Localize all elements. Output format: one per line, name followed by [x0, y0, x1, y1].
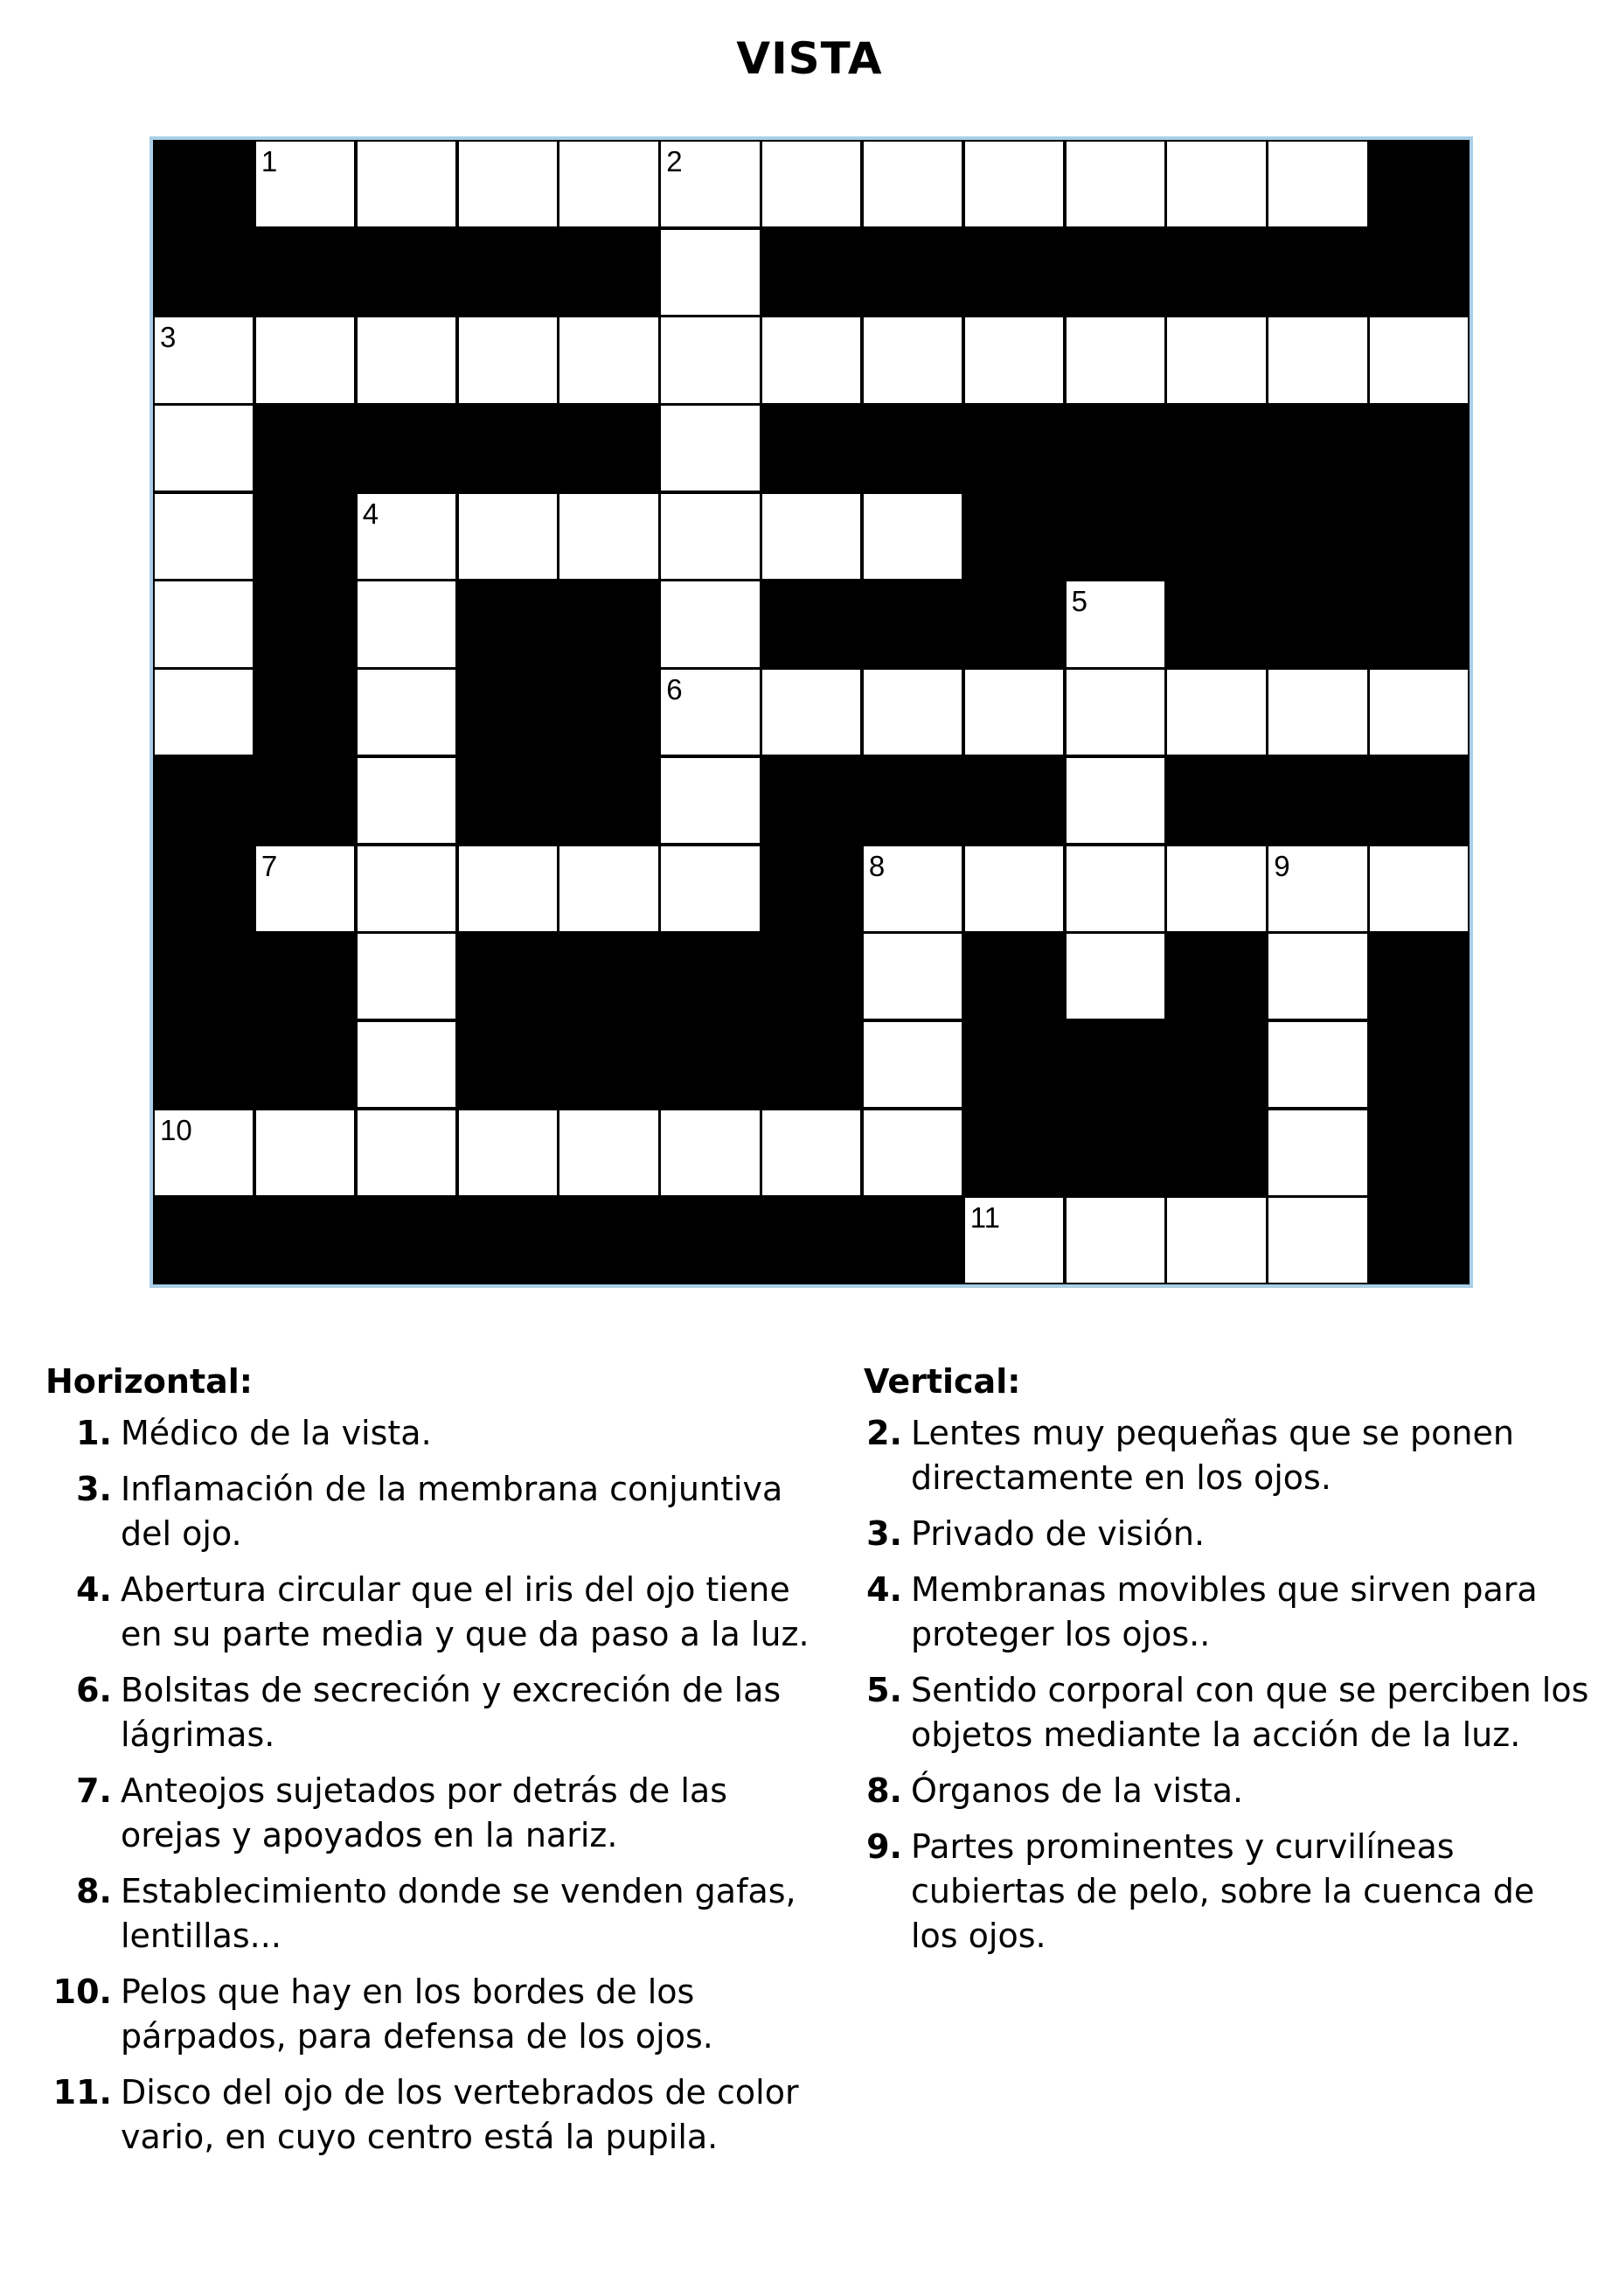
clue-text: Pelos que hay en los bordes de los párpados, para defensa de los ojos. [121, 1972, 713, 2056]
clue-text: Partes prominentes y curvilíneas cubiertas de pelo, sobre la cuenca de los ojos. [911, 1827, 1535, 1955]
grid-cell-r12-c10[interactable] [1165, 1196, 1267, 1284]
grid-cell-r8-c11[interactable] [1267, 845, 1368, 933]
grid-cell-r6-c8[interactable] [963, 668, 1065, 756]
blocked-cell [1165, 404, 1267, 492]
blocked-cell [761, 1196, 862, 1284]
blocked-cell [153, 756, 254, 845]
blocked-cell [457, 580, 559, 668]
blocked-cell [1368, 932, 1470, 1020]
blocked-cell [1065, 228, 1166, 317]
blocked-cell [457, 228, 559, 317]
cell-number: 8 [868, 849, 886, 882]
cell-number: 7 [261, 849, 278, 882]
grid-cell-r0-c9[interactable] [1065, 140, 1166, 228]
grid-cell-r5-c5[interactable] [659, 580, 761, 668]
clue-text: Bolsitas de secreción y excreción de las lágrimas. [121, 1671, 782, 1754]
blocked-cell [761, 404, 862, 492]
blocked-cell [963, 404, 1065, 492]
blocked-cell [963, 580, 1065, 668]
vertical-clue-9 [864, 1825, 1589, 1959]
blocked-cell [254, 580, 356, 668]
grid-cell-r6-c6[interactable] [761, 668, 862, 756]
clue-number: 5. [866, 1671, 902, 1709]
blocked-cell [558, 668, 659, 756]
horizontal-clue-8 [45, 1869, 832, 1959]
grid-cell-r4-c2[interactable] [356, 492, 457, 581]
grid-cell-r0-c10[interactable] [1165, 140, 1267, 228]
grid-cell-r0-c11[interactable] [1267, 140, 1368, 228]
blocked-cell [153, 228, 254, 317]
grid-cell-r2-c0[interactable] [153, 316, 254, 404]
blocked-cell [963, 1020, 1065, 1109]
grid-cell-r4-c6[interactable] [761, 492, 862, 581]
blocked-cell [761, 1020, 862, 1109]
blocked-cell [761, 845, 862, 933]
blocked-cell [153, 845, 254, 933]
clue-number: 3. [76, 1470, 112, 1508]
grid-cell-r8-c8[interactable] [963, 845, 1065, 933]
grid-cell-r0-c7[interactable] [862, 140, 963, 228]
blocked-cell [558, 228, 659, 317]
grid-cell-r2-c4[interactable] [558, 316, 659, 404]
blocked-cell [862, 1196, 963, 1284]
horizontal-clue-1 [45, 1411, 832, 1456]
blocked-cell [457, 1196, 559, 1284]
cell-number: 9 [1274, 849, 1290, 882]
blocked-cell [862, 404, 963, 492]
blocked-cell [1368, 1109, 1470, 1197]
grid-cell-r0-c5[interactable] [659, 140, 761, 228]
clue-number: 3. [866, 1514, 902, 1553]
clue-number: 6. [76, 1671, 112, 1709]
blocked-cell [659, 1196, 761, 1284]
grid-cell-r0-c3[interactable] [457, 140, 559, 228]
blocked-cell [1065, 492, 1166, 581]
grid-cell-r6-c12[interactable] [1368, 668, 1470, 756]
blocked-cell [1368, 1020, 1470, 1109]
grid-cell-r11-c3[interactable] [457, 1109, 559, 1197]
blocked-cell [1065, 1020, 1166, 1109]
blocked-cell [356, 404, 457, 492]
blocked-cell [963, 756, 1065, 845]
blocked-cell [1165, 492, 1267, 581]
grid-cell-r11-c4[interactable] [558, 1109, 659, 1197]
grid-cell-r9-c2[interactable] [356, 932, 457, 1020]
vertical-clues-panel [864, 1360, 1589, 1970]
grid-cell-r6-c11[interactable] [1267, 668, 1368, 756]
grid-cell-r2-c9[interactable] [1065, 316, 1166, 404]
blocked-cell [1165, 1109, 1267, 1197]
blocked-cell [254, 1020, 356, 1109]
cell-number: 4 [362, 497, 379, 530]
blocked-cell [356, 1196, 457, 1284]
blocked-cell [558, 404, 659, 492]
blocked-cell [1267, 580, 1368, 668]
grid-cell-r10-c2[interactable] [356, 1020, 457, 1109]
clue-number: 8. [76, 1872, 112, 1910]
grid-cell-r2-c2[interactable] [356, 316, 457, 404]
blocked-cell [1165, 932, 1267, 1020]
grid-cell-r2-c5[interactable] [659, 316, 761, 404]
grid-cell-r8-c1[interactable] [254, 845, 356, 933]
blocked-cell [1165, 580, 1267, 668]
blocked-cell [1165, 228, 1267, 317]
grid-cell-r7-c9[interactable] [1065, 756, 1166, 845]
grid-cell-r8-c7[interactable] [862, 845, 963, 933]
blocked-cell [153, 1020, 254, 1109]
grid-cell-r8-c9[interactable] [1065, 845, 1166, 933]
clue-number: 7. [76, 1771, 112, 1810]
clue-number: 9. [866, 1827, 902, 1866]
blocked-cell [254, 932, 356, 1020]
blocked-cell [254, 404, 356, 492]
blocked-cell [254, 228, 356, 317]
blocked-cell [356, 228, 457, 317]
clue-text: Establecimiento donde se venden gafas, lentillas... [121, 1872, 796, 1955]
cell-number: 2 [666, 145, 683, 177]
grid-cell-r0-c6[interactable] [761, 140, 862, 228]
blocked-cell [1368, 756, 1470, 845]
blocked-cell [1165, 756, 1267, 845]
blocked-cell [457, 932, 559, 1020]
blocked-cell [1368, 228, 1470, 317]
horizontal-clue-4 [45, 1568, 832, 1657]
clue-text: Médico de la vista. [121, 1414, 432, 1452]
vertical-clue-8 [864, 1769, 1589, 1813]
grid-cell-r2-c8[interactable] [963, 316, 1065, 404]
blocked-cell [457, 668, 559, 756]
grid-cell-r8-c10[interactable] [1165, 845, 1267, 933]
crossword-grid [153, 140, 1470, 1284]
blocked-cell [1065, 1109, 1166, 1197]
horizontal-clues-panel [45, 1360, 832, 2171]
blocked-cell [761, 932, 862, 1020]
grid-cell-r0-c8[interactable] [963, 140, 1065, 228]
blocked-cell [254, 756, 356, 845]
blocked-cell [558, 932, 659, 1020]
clue-text: Sentido corporal con que se perciben los objetos mediante la acción de la luz. [911, 1671, 1589, 1754]
blocked-cell [153, 140, 254, 228]
grid-cell-r0-c4[interactable] [558, 140, 659, 228]
cell-number: 6 [666, 673, 683, 706]
grid-cell-r0-c2[interactable] [356, 140, 457, 228]
blocked-cell [153, 1196, 254, 1284]
grid-cell-r11-c2[interactable] [356, 1109, 457, 1197]
grid-cell-r5-c0[interactable] [153, 580, 254, 668]
blocked-cell [1267, 756, 1368, 845]
grid-cell-r9-c7[interactable] [862, 932, 963, 1020]
clue-text: Anteojos sujetados por detrás de las orejas y apoyados en la nariz. [121, 1771, 728, 1854]
grid-cell-r6-c10[interactable] [1165, 668, 1267, 756]
blocked-cell [1065, 404, 1166, 492]
blocked-cell [1267, 228, 1368, 317]
grid-cell-r8-c2[interactable] [356, 845, 457, 933]
grid-cell-r4-c5[interactable] [659, 492, 761, 581]
blocked-cell [862, 756, 963, 845]
vertical-clue-4 [864, 1568, 1589, 1657]
grid-cell-r11-c11[interactable] [1267, 1109, 1368, 1197]
grid-cell-r8-c12[interactable] [1368, 845, 1470, 933]
blocked-cell [1368, 404, 1470, 492]
grid-cell-r12-c11[interactable] [1267, 1196, 1368, 1284]
horizontal-clue-7 [45, 1769, 832, 1858]
blocked-cell [558, 580, 659, 668]
blocked-cell [1165, 1020, 1267, 1109]
horizontal-clue-3 [45, 1467, 832, 1556]
grid-cell-r4-c3[interactable] [457, 492, 559, 581]
grid-cell-r6-c0[interactable] [153, 668, 254, 756]
clue-text: Inflamación de la membrana conjuntiva del ojo. [121, 1470, 783, 1553]
clue-text: Abertura circular que el iris del ojo tiene en su parte media y que da paso a la luz. [121, 1570, 810, 1653]
grid-cell-r2-c3[interactable] [457, 316, 559, 404]
clue-number: 2. [866, 1414, 902, 1452]
grid-cell-r8-c3[interactable] [457, 845, 559, 933]
blocked-cell [254, 668, 356, 756]
blocked-cell [963, 932, 1065, 1020]
grid-cell-r2-c6[interactable] [761, 316, 862, 404]
grid-cell-r0-c1[interactable] [254, 140, 356, 228]
blocked-cell [254, 492, 356, 581]
blocked-cell [1267, 492, 1368, 581]
blocked-cell [558, 1196, 659, 1284]
grid-cell-r2-c7[interactable] [862, 316, 963, 404]
grid-cell-r4-c0[interactable] [153, 492, 254, 581]
grid-cell-r4-c7[interactable] [862, 492, 963, 581]
cell-number: 10 [160, 1113, 192, 1146]
grid-cell-r4-c4[interactable] [558, 492, 659, 581]
blocked-cell [963, 1109, 1065, 1197]
grid-cell-r5-c2[interactable] [356, 580, 457, 668]
clue-text: Órganos de la vista. [911, 1771, 1244, 1810]
clue-number: 11. [52, 2073, 112, 2112]
blocked-cell [862, 580, 963, 668]
horizontal-clue-list [45, 1411, 832, 2160]
blocked-cell [1368, 492, 1470, 581]
cell-number: 3 [160, 321, 177, 354]
horizontal-clue-10 [45, 1970, 832, 2059]
grid-cell-r3-c5[interactable] [659, 404, 761, 492]
grid-cell-r9-c9[interactable] [1065, 932, 1166, 1020]
vertical-clue-list [864, 1411, 1589, 1959]
grid-cell-r5-c9[interactable] [1065, 580, 1166, 668]
blocked-cell [457, 404, 559, 492]
blocked-cell [761, 580, 862, 668]
blocked-cell [1368, 140, 1470, 228]
blocked-cell [862, 228, 963, 317]
horizontal-clue-11 [45, 2070, 832, 2160]
cell-number: 11 [969, 1201, 1001, 1235]
blocked-cell [1368, 580, 1470, 668]
clue-number: 1. [76, 1414, 112, 1452]
blocked-cell [659, 1020, 761, 1109]
grid-cell-r6-c5[interactable] [659, 668, 761, 756]
grid-cell-r8-c5[interactable] [659, 845, 761, 933]
blocked-cell [963, 228, 1065, 317]
clue-number: 4. [866, 1570, 902, 1609]
clue-number: 10. [52, 1972, 112, 2011]
grid-cell-r12-c9[interactable] [1065, 1196, 1166, 1284]
blocked-cell [457, 1020, 559, 1109]
blocked-cell [761, 756, 862, 845]
crossword-grid-frame [149, 136, 1473, 1288]
clue-text: Lentes muy pequeñas que se ponen directamente en los ojos. [911, 1414, 1514, 1497]
blocked-cell [963, 492, 1065, 581]
clue-text: Membranas movibles que sirven para proteger los ojos.. [911, 1570, 1538, 1653]
cell-number: 1 [261, 145, 278, 177]
grid-cell-r10-c7[interactable] [862, 1020, 963, 1109]
puzzle-title: VISTA [736, 33, 883, 84]
blocked-cell [659, 932, 761, 1020]
grid-cell-r2-c10[interactable] [1165, 316, 1267, 404]
blocked-cell [558, 756, 659, 845]
grid-cell-r11-c5[interactable] [659, 1109, 761, 1197]
blocked-cell [1368, 1196, 1470, 1284]
blocked-cell [457, 756, 559, 845]
cell-number: 5 [1071, 585, 1087, 618]
grid-cell-r6-c2[interactable] [356, 668, 457, 756]
blocked-cell [254, 1196, 356, 1284]
grid-cell-r3-c0[interactable] [153, 404, 254, 492]
vertical-clue-5 [864, 1668, 1589, 1757]
grid-cell-r10-c11[interactable] [1267, 1020, 1368, 1109]
clue-text: Privado de visión. [911, 1514, 1206, 1553]
blocked-cell [1267, 404, 1368, 492]
grid-cell-r7-c2[interactable] [356, 756, 457, 845]
grid-cell-r2-c12[interactable] [1368, 316, 1470, 404]
grid-cell-r9-c11[interactable] [1267, 932, 1368, 1020]
grid-cell-r2-c11[interactable] [1267, 316, 1368, 404]
horizontal-clue-6 [45, 1668, 832, 1757]
blocked-cell [558, 1020, 659, 1109]
grid-cell-r11-c6[interactable] [761, 1109, 862, 1197]
grid-cell-r1-c5[interactable] [659, 228, 761, 317]
grid-cell-r2-c1[interactable] [254, 316, 356, 404]
grid-cell-r11-c0[interactable] [153, 1109, 254, 1197]
grid-cell-r6-c9[interactable] [1065, 668, 1166, 756]
clue-number: 8. [866, 1771, 902, 1810]
grid-cell-r11-c1[interactable] [254, 1109, 356, 1197]
vertical-heading: Vertical: [864, 1362, 1021, 1401]
grid-cell-r8-c4[interactable] [558, 845, 659, 933]
horizontal-heading: Horizontal: [45, 1362, 253, 1401]
clue-text: Disco del ojo de los vertebrados de color vario, en cuyo centro está la pupila. [121, 2073, 799, 2156]
blocked-cell [153, 932, 254, 1020]
vertical-clue-2 [864, 1411, 1589, 1500]
clue-number: 4. [76, 1570, 112, 1609]
vertical-clue-3 [864, 1512, 1589, 1556]
grid-cell-r12-c8[interactable] [963, 1196, 1065, 1284]
grid-cell-r11-c7[interactable] [862, 1109, 963, 1197]
grid-cell-r7-c5[interactable] [659, 756, 761, 845]
grid-cell-r6-c7[interactable] [862, 668, 963, 756]
blocked-cell [761, 228, 862, 317]
